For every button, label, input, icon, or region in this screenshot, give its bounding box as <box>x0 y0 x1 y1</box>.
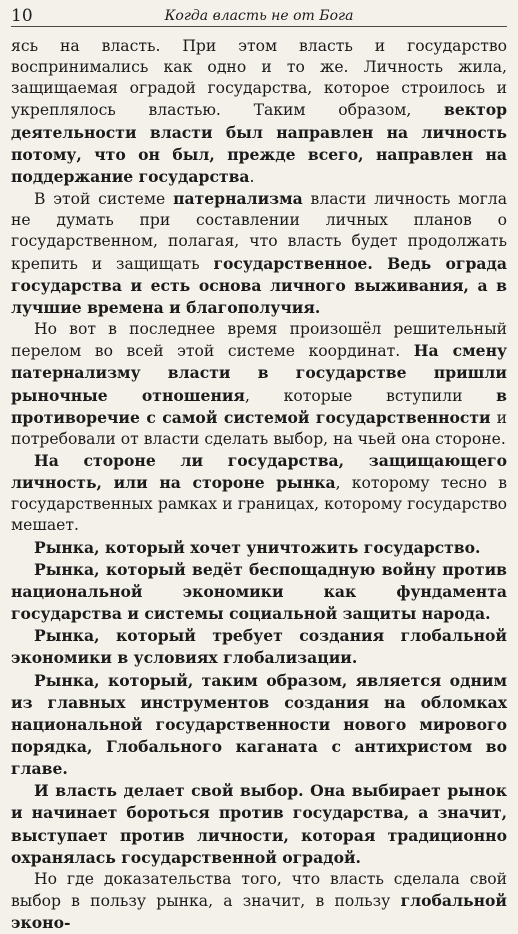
paragraph <box>11 537 507 559</box>
paragraph <box>11 869 507 934</box>
bold-text-run: Рынка, который хочет уничтожить государство. <box>34 537 481 557</box>
text-run: , которому тесно в государственных рамках и границах, которому государство мешает. <box>11 474 507 535</box>
text-run: . <box>249 167 255 186</box>
paragraph <box>11 36 507 188</box>
bold-text-run: государственное. Ведь ограда государства и есть основа личного выживания, а в лучшие времена и благополучия. <box>11 253 507 317</box>
bold-text-run: в противоречие с самой системой государственности <box>11 385 507 427</box>
text-run: ясь на власть. При этом власть и государство воспринимались как одно и то же. Личность жила, защищаемая оградой государства, которое строилось и укреплялось властью. Таким образом, <box>11 37 507 120</box>
paragraph <box>11 450 507 537</box>
page-number: 10 <box>11 6 33 26</box>
text-run: Но вот в последнее время произошёл решительный перелом во всей этой системе координат. <box>11 320 507 361</box>
running-title: Когда власть не от Бога <box>164 8 354 24</box>
bold-text-run: Рынка, который требует создания глобальной экономики в условиях глобализации. <box>11 626 507 668</box>
text-run: , которые вступили <box>244 386 497 405</box>
bold-text-run: патернализма <box>173 189 303 209</box>
paragraph <box>11 780 507 869</box>
bold-text-run: И власть делает свой выбор. Она выбирает рынок и начинает бороться против государства, а значит, выступает против личности, которая традиционно охранялась государственной оградой. <box>11 781 507 867</box>
bold-text-run: глобальной эконо- <box>11 891 507 933</box>
paragraph <box>11 670 507 781</box>
paragraph <box>11 559 507 625</box>
paragraph <box>11 188 507 319</box>
paragraph <box>11 319 507 450</box>
body-text <box>11 36 507 934</box>
bold-text-run: Рынка, который ведёт беспощадную войну против национальной экономики как фундамента государства и системы социальной защиты народа. <box>11 559 507 624</box>
text-run: и потребовали от власти сделать выбор, на чьей она стороне. <box>11 408 507 448</box>
bold-text-run: Рынка, который, таким образом, является одним из главных инструментов создания на обломках национальной государственности нового мирового порядка, Глобального каганата с антихристом во главе. <box>11 670 507 779</box>
paragraph <box>11 625 507 669</box>
bold-text-run: На стороне ли государства, защищающего личность, или на стороне рынка <box>11 450 507 493</box>
bold-text-run: вектор деятельности власти был направлен на личность потому, что он был, прежде всего, направлен на поддержание государства <box>11 100 507 186</box>
page-header <box>11 6 507 27</box>
text-run: В этой системе <box>34 190 174 209</box>
bold-text-run: На смену патернализму власти в государстве пришли рыночные отношения <box>11 341 507 405</box>
text-run: власти личность могла не думать при составлении личных планов о государственном, полагая, что власть будет продолжать крепить и защищать <box>11 190 507 273</box>
text-run: Но где доказательства того, что власть сделала свой выбор в пользу рынка, а значит, в пользу <box>11 869 507 911</box>
